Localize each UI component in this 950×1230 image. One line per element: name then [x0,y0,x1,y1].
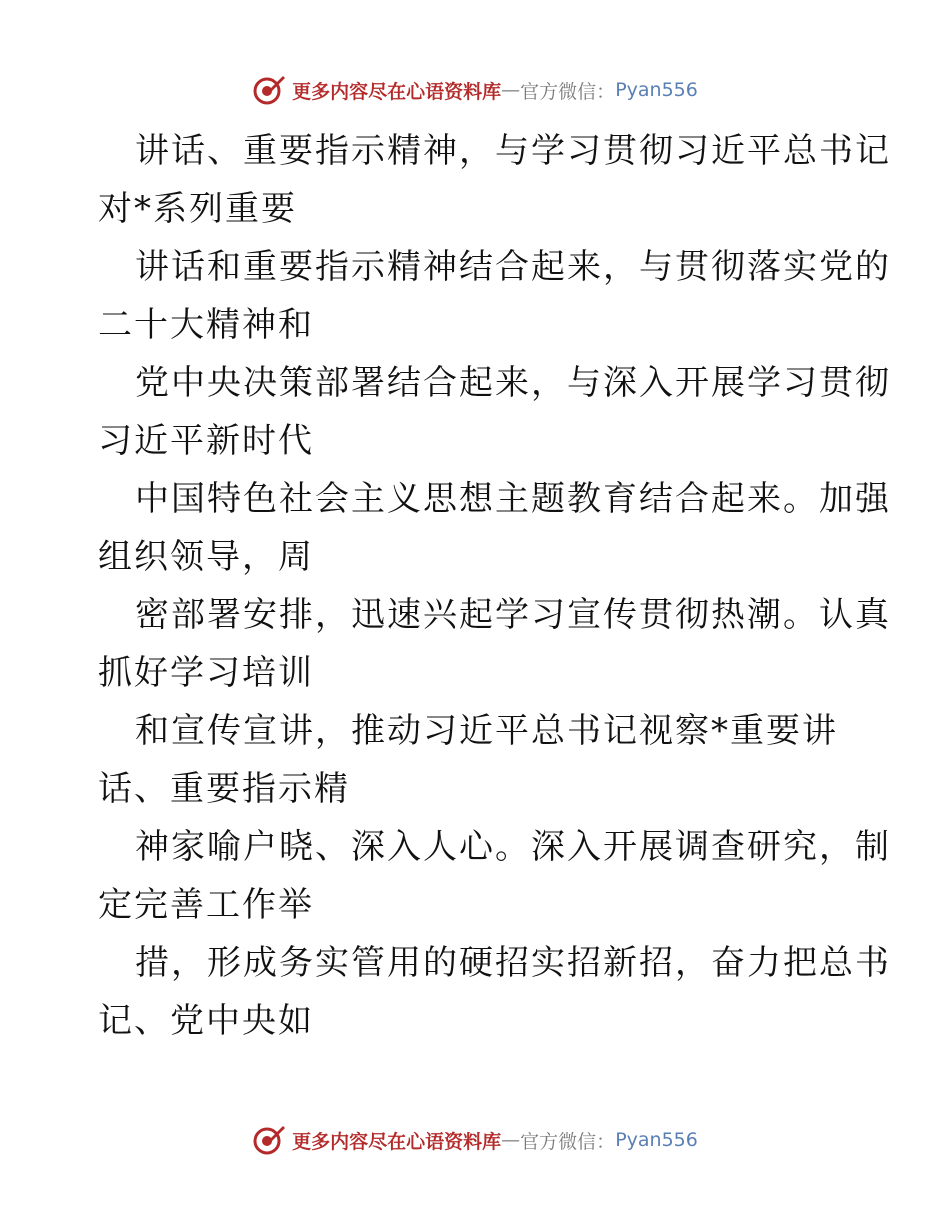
line-lead: 密部署安排，迅速兴起学习宣传贯彻热潮。认真 [135,595,891,635]
footer-label: 官方微信： [520,1130,616,1153]
line-lead: 措，形成务实管用的硬招实招新招，奋力把总书 [135,943,891,983]
header-watermark-text [292,77,698,104]
line-tail: 对*系列重要 [98,189,297,229]
line-tail: 习近平新时代 [98,421,314,461]
text-line-1 [98,122,891,238]
text-line-6 [98,702,858,818]
text-line-7 [98,818,891,934]
line-lead: 神家喻户晓、深入人心。深入开展调查研究，制 [135,827,891,867]
footer-brand: 更多内容尽在心语资料库 [292,1130,502,1153]
text-line-4 [98,470,891,586]
quill-pen-logo-icon [252,1123,286,1157]
line-lead: 党中央决策部署结合起来，与深入开展学习贯彻 [135,363,891,403]
line-tail: 定完善工作举 [98,885,314,925]
text-line-8 [98,934,891,1050]
footer-separator: — [501,1129,521,1151]
line-tail: 话、重要指示精 [98,769,350,809]
header-watermark [0,70,950,110]
line-lead: 和宣传宣讲，推动习近平总书记视察*重要讲 [135,711,838,751]
quill-pen-logo-icon [252,73,286,107]
text-line-5 [98,586,891,702]
text-line-2 [98,238,891,354]
line-lead: 讲话、重要指示精神，与学习贯彻习近平总书记 [135,131,891,171]
line-lead: 讲话和重要指示精神结合起来，与贯彻落实党的 [135,247,891,287]
text-line-3 [98,354,891,470]
line-tail: 二十大精神和 [98,305,314,345]
header-brand: 更多内容尽在心语资料库 [292,80,502,103]
line-tail: 抓好学习培训 [98,653,314,693]
document-body [98,122,891,1050]
header-wechat-id: Pyan556 [615,79,698,101]
line-tail: 记、党中央如 [98,1001,314,1041]
footer-watermark-text [292,1127,698,1154]
footer-wechat-id: Pyan556 [615,1129,698,1151]
footer-watermark [0,1120,950,1160]
line-tail: 组织领导，周 [98,537,314,577]
header-separator: — [501,79,521,101]
header-label: 官方微信： [520,80,616,103]
line-lead: 中国特色社会主义思想主题教育结合起来。加强 [135,479,891,519]
